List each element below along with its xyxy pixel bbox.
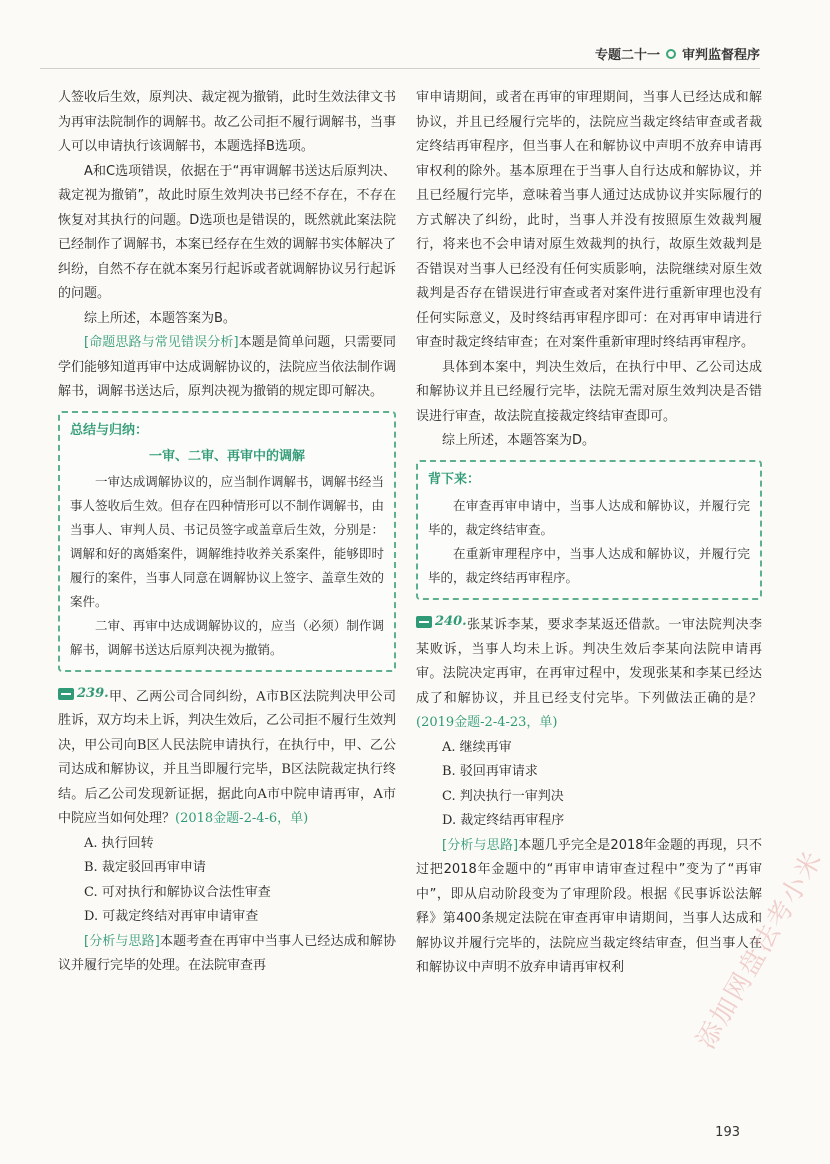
paragraph-text: 本题考查在再审中当事人已经达成和解协议并履行完毕的处理。在法院审查再 (58, 933, 396, 974)
option: B. 裁定驳回再审申请 (84, 860, 206, 876)
paragraph (416, 834, 762, 981)
question-icon (58, 688, 74, 700)
option: B. 驳回再审请求 (442, 764, 538, 780)
question-text: 甲、乙两公司合同纠纷，A市B区法院判决甲公司胜诉，双方均未上诉，判决生效后，乙公司拒不履行生效判决，甲公司向B区人民法院申请执行，在执行中，甲、乙公司达成和解协议，并且当即履行完毕，B区法院裁定执行终结。后乙公司发现新证据，据此向A市中院申请再审，A市中院应当如何处理？ (58, 688, 397, 827)
box-paragraph: 在审查再审申请中，当事人达成和解协议，并履行完毕的，裁定终结审查。 (428, 498, 750, 537)
paragraph: 具体到本案中，判决生效后，在执行中甲、乙公司达成和解协议并且已经履行完毕，法院无需对原生效判决是否错误进行审查，故法院直接裁定终结审查即可。 (416, 359, 762, 424)
option: C. 判决执行一审判决 (442, 788, 564, 804)
paragraph-text: 本题是简单问题，只需要同学们能够知道再审中达成调解协议的，法院应当依法制作调解书，调解书送达后，原判决视为撤销的规定即可解决。 (58, 335, 397, 399)
paragraph-text: 本题几乎完全是2018年金题的再现，只不过把2018年金题中的“再审申请审查过程中”变为了“再审中”，即从启动阶段变为了审理阶段。根据《民事诉讼法解释》第400条规定法院在审查再审申请期间，当事人达成和解协议并履行完毕的，法院应当裁定终结审查，但当事人在和解协议中声明不放弃申请再审权利 (416, 837, 762, 976)
paragraph: 审申请期间，或者在再审的审理期间，当事人已经达成和解协议，并且已经履行完毕的，法院应当裁定终结审查或者裁定终结再审程序，但当事人在和解协议中声明不放弃申请再审权利的除外。基本原理在于当事人自行达成和解协议，并且已经履行完毕，意味着当事人通过达成协议并实际履行的方式解决了纠纷，此时，当事人并没有按照原生效裁判履行，将来也不会申请对原生效裁判的执行，故原生效裁判是否错误对当事人已经没有任何实质影响，法院继续对原生效裁判是否存在错误进行审查或者对案件进行重新审理也没有任何实际意义，及时终结再审程序即可：在对再审申请进行审查时裁定终结审查；在对案件重新审理时终结再审程序。 (416, 90, 762, 350)
header-subtitle: 审判监督程序 (681, 48, 760, 63)
memorize-box (416, 460, 762, 601)
paragraph: 综上所述，本题答案为D。 (442, 433, 596, 448)
box-paragraph: 在重新审理程序中，当事人达成和解协议，并履行完毕的，裁定终结再审程序。 (428, 546, 750, 585)
right-column (416, 86, 762, 981)
option: A. 继续再审 (442, 739, 512, 755)
question-239 (58, 682, 396, 832)
question-source: (2019金题-2-4-23，单) (416, 715, 558, 731)
header-divider (40, 68, 760, 69)
section-label: [分析与思路] (84, 933, 160, 949)
option: C. 可对执行和解协议合法性审查 (84, 884, 271, 900)
box-paragraph: 一审达成调解协议的，应当制作调解书，调解书经当事人签收后生效。但存在四种情形可以不制作调解书，由当事人、审判人员、书记员签字或盖章后生效，分别是：调解和好的离婚案件，调解维持收养关系案件，能够即时履行的案件，当事人同意在调解协议上签字、盖章生效的案件。 (70, 473, 384, 609)
question-number: 239. (58, 682, 109, 707)
left-column (58, 86, 396, 979)
question-240 (416, 610, 762, 736)
question-number: 240. (416, 610, 467, 635)
box-title: 总结与归纳： (70, 422, 149, 438)
box-subtitle: 一审、二审、再审中的调解 (148, 449, 305, 464)
option: D. 可裁定终结对再审申请审查 (84, 909, 259, 925)
paragraph: 人签收后生效，原判决、裁定视为撤销，此时生效法律文书为再审法院制作的调解书。故乙公司拒不履行调解书，当事人可以申请执行该调解书，本题选择B选项。 (58, 90, 397, 154)
running-header (595, 44, 760, 63)
question-icon (416, 616, 432, 628)
option: A. 执行回转 (84, 835, 154, 851)
watermark: 添加网盘法考小米 (691, 845, 830, 1055)
paragraph: 综上所述，本题答案为B。 (84, 310, 236, 326)
paragraph (58, 331, 396, 405)
header-title: 专题二十一 (594, 48, 660, 63)
section-label: [命题思路与常见错误分析] (84, 335, 239, 350)
question-text: 张某诉李某，要求李某返还借款。一审法院判决李某败诉，当事人均未上诉。判决生效后李某向法院申请再审。法院决定再审，在再审过程中，发现张某和李某已经达成了和解协议，并且已经支付完毕。下列做法正确的是？ (416, 617, 762, 706)
section-label: [分析与思路] (442, 837, 519, 853)
question-source: (2018金题-2-4-6，单) (175, 811, 309, 827)
paragraph (58, 930, 396, 979)
box-title: 背下来： (428, 471, 481, 487)
paragraph: A和C选项错误，依据在于“再审调解书送达后原判决、裁定视为撤销”，故此时原生效判决书已经不存在，不存在恢复对其执行的问题。D选项也是错误的，既然就此案法院已经制作了调解书，本案已经存在生效的调解书实体解决了纠纷，自然不存在就本案另行起诉或者就调解协议另行起诉的问题。 (58, 163, 397, 301)
page-number: 193 (715, 1125, 740, 1140)
box-paragraph: 二审、再审中达成调解协议的，应当（必须）制作调解书，调解书送达后原判决视为撤销。 (70, 617, 384, 657)
circle-icon (666, 49, 676, 59)
summary-box (58, 411, 396, 672)
option: D. 裁定终结再审程序 (442, 813, 565, 829)
